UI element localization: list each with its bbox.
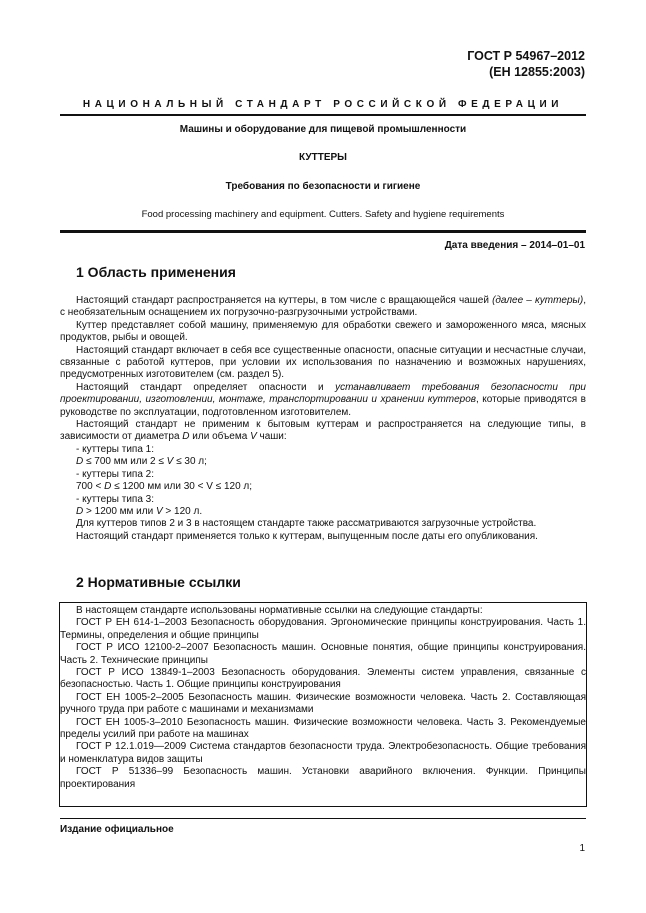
requirements-title: Требования по безопасности и гигиене xyxy=(225,181,421,192)
document-number xyxy=(467,48,585,80)
reference-item: ГОСТ Р 12.1.019—2009 Система стандартов безопасности труда. Электробезопасность. Общие требования и номенклатура видов защиты xyxy=(60,741,586,765)
italic-text: V xyxy=(166,456,174,468)
text: > 120 л. xyxy=(162,505,203,517)
text: , которые приводятся в руководстве по эксплуатации, подготовленном изготовителем. xyxy=(60,394,586,418)
paragraph: Настоящий стандарт включает в себя все существенные опасности, опасные ситуации и несчастные случаи, связанные с работой куттеров, при условии их использования по назначению и возможных нарушениях, предусмотренных изготовителем (см. раздел 5). xyxy=(60,344,586,381)
paragraph: Куттер представляет собой машину, применяемую для обработки свежего и замороженного мяса, мясных продуктов, рыбы и овощей. xyxy=(60,319,586,344)
reference-item: ГОСТ Р ИСО 12100-2–2007 Безопасность машин. Основные понятия, общие принципы конструирования. Часть 2. Технические принципы xyxy=(60,642,586,666)
header-divider xyxy=(60,230,586,233)
italic-text: D xyxy=(76,505,84,517)
paragraph xyxy=(60,419,586,444)
text: > 1200 мм или xyxy=(83,505,156,517)
type-condition xyxy=(60,456,586,468)
type-condition xyxy=(60,506,586,518)
references-intro: В настоящем стандарте использованы нормативные ссылки на следующие стандарты: xyxy=(76,605,483,616)
text: ≤ 30 л; xyxy=(173,456,207,468)
italic-text: устанавливает требования безопасности при проектировании, изготовлении, монтаже, транспортировании и хранении куттеров xyxy=(60,381,586,406)
italic-text: (далее – куттеры) xyxy=(492,295,584,306)
section-1-body xyxy=(60,295,586,543)
title-divider xyxy=(60,114,586,116)
type-label: - куттеры типа 1: xyxy=(76,443,154,455)
paragraph xyxy=(60,295,586,320)
italic-text: D xyxy=(76,456,84,468)
reference-item: ГОСТ Р 51336–99 Безопасность машин. Установки аварийного включения. Функции. Принципы проектирования xyxy=(60,766,586,790)
reference-item: ГОСТ ЕН 1005-3–2010 Безопасность машин. Физические возможности человека. Часть 3. Рекомендуемые пределы усилий при работе на машинах xyxy=(60,716,586,741)
type-label: - куттеры типа 2: xyxy=(76,468,154,480)
official-edition-label: Издание официальное xyxy=(60,824,174,835)
introduction-date: Дата введения – 2014–01–01 xyxy=(444,240,585,251)
gost-number: ГОСТ Р 54967–2012 xyxy=(467,49,585,63)
type-condition xyxy=(60,481,586,493)
section-1-heading: 1 Область применения xyxy=(76,264,236,280)
subject-title: КУТТЕРЫ xyxy=(299,152,347,163)
italic-text: V xyxy=(250,431,257,443)
page-number: 1 xyxy=(579,843,585,854)
text: , с необязательным оснащением их погрузочно-разгрузочными устройствами. xyxy=(60,295,586,319)
text: 700 < xyxy=(76,481,105,493)
national-standard-title: НАЦИОНАЛЬНЫЙ СТАНДАРТ РОССИЙСКОЙ ФЕДЕРАЦИИ xyxy=(82,99,564,110)
text: чаши: xyxy=(256,431,287,443)
paragraph: Настоящий стандарт применяется только к куттерам, выпущенным после даты его опубликования. xyxy=(76,530,538,542)
type-label: - куттеры типа 3: xyxy=(76,493,154,505)
en-number: (ЕН 12855:2003) xyxy=(489,65,585,79)
text: Настоящий стандарт распространяется на куттеры, в том числе с вращающейся чашей xyxy=(76,295,493,306)
text: или объема xyxy=(189,431,251,443)
paragraph xyxy=(60,382,586,419)
category-title: Машины и оборудование для пищевой промышленности xyxy=(179,124,467,135)
footer-divider xyxy=(60,818,586,819)
reference-item: ГОСТ Р ИСО 13849-1–2003 Безопасность оборудования. Элементы систем управления, связанные с безопасностью. Часть 1. Общие принципы конструирования xyxy=(60,667,586,691)
paragraph: Для куттеров типов 2 и 3 в настоящем стандарте также рассматриваются загрузочные устройства. xyxy=(76,518,537,530)
normative-references-box xyxy=(59,602,587,807)
italic-text: D xyxy=(182,431,190,443)
text: ≤ 700 мм или 2 ≤ xyxy=(83,456,167,468)
text: Настоящий стандарт не применим к бытовым куттерам и распространяется на следующие типы, в зависимости от диаметра xyxy=(60,419,586,443)
references-list xyxy=(60,605,586,791)
italic-text: D xyxy=(104,481,112,493)
reference-item: ГОСТ Р ЕН 614-1–2003 Безопасность оборудования. Эргономические принципы конструирования. Часть 1. Термины, определения и общие принципы xyxy=(60,617,586,641)
text: Настоящий стандарт определяет опасности и xyxy=(76,381,336,393)
italic-text: V xyxy=(155,505,163,517)
english-title: Food processing machinery and equipment. Cutters. Safety and hygiene requirements xyxy=(141,209,505,220)
section-2-heading: 2 Нормативные ссылки xyxy=(76,574,241,590)
text: ≤ 1200 мм или 30 < V ≤ 120 л; xyxy=(111,481,253,493)
reference-item: ГОСТ ЕН 1005-2–2005 Безопасность машин. Физические возможности человека. Часть 2. Составляющая ручного труда при работе с машинами и механизмами xyxy=(60,691,586,716)
